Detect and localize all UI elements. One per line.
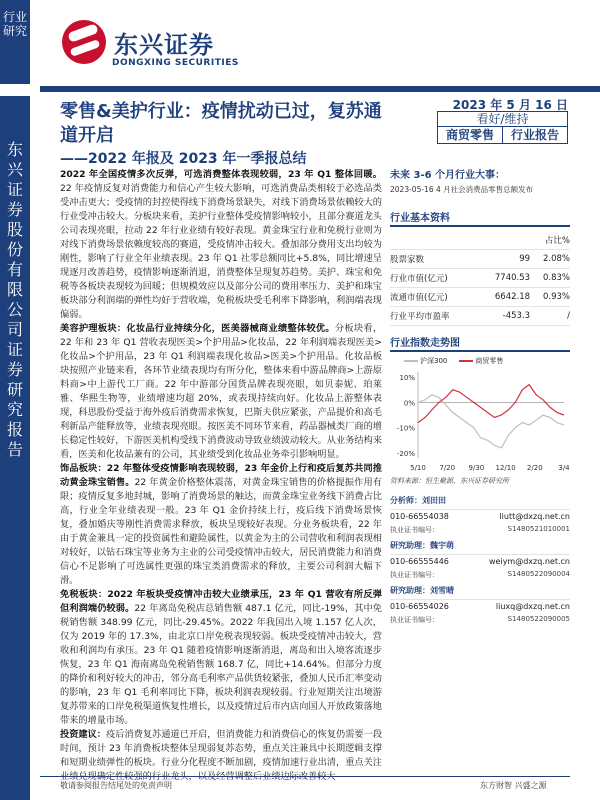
analyst-name: 研究助理：刘雪晴	[390, 586, 454, 595]
sidebar-category-label: 行业研究	[2, 10, 27, 38]
col-header: 占比%	[530, 231, 570, 250]
analyst-phone: 010-66555446	[390, 557, 449, 566]
analyst-phone: 010-66554038	[390, 512, 449, 521]
row-value: 6642.18	[478, 288, 530, 307]
analyst-phone: 010-66554026	[390, 602, 449, 611]
sidebar-company-label: 东兴证券股份有限公司证券研究报告	[6, 140, 23, 459]
x-tick-label: 3/4	[558, 464, 570, 472]
footer-disclaimer: 敬请参阅报告结尾处的免责声明	[60, 781, 172, 790]
table-header	[390, 231, 570, 250]
footer-rule	[40, 776, 570, 777]
x-tick-label: 5/10	[410, 464, 426, 472]
analyst-entry	[390, 537, 570, 582]
header-rule	[40, 86, 600, 92]
analyst-name-row	[390, 537, 570, 555]
analyst-list	[390, 492, 570, 627]
paragraph-text: 22 年离岛免税店总销售额 487.1 亿元，同比-19%，其中免税销售额 348.99 亿元，同比-29.45%。2022 年我国出入境 1.157 亿人次，仅为 2019 年的 17.3%，由北京口岸免税表现较弱。板块受疫情冲击较大，营收和利润均有承压。23 年 Q1 随着疫情影响逐渐消退，离岛和出入境客流逐步恢复，23 年 Q1 海南离岛免税销售额 168.7 亿，同比+14.64%。但部分力度的降价和利好较大的冲击，邻分高毛利率产品供货较紧张，叠加人民币汇率变动的影响，23 年 Q1 毛利率同比下降，板块利润表现较弱。行业短期关注出境游复苏带来的口岸免税渠道恢复性增长，以及疫情过后市内店向国人开放政策落地带来的增量市场。	[60, 603, 382, 726]
row-value: 7740.53	[478, 269, 530, 288]
rating-badge: 看好/维持	[437, 111, 568, 127]
sidebar-info	[390, 166, 570, 627]
legend-label: 商贸零售	[475, 357, 504, 365]
row-pct: 0.83%	[530, 269, 570, 288]
paragraph-lead: 饰品板块：22 年整体受疫情影响表现较弱，23 年金价上行和疫后复苏共同推动黄金珠宝销售。	[60, 463, 382, 488]
cert-number: S1480522090005	[507, 615, 570, 623]
logo-name-cn: 东兴证券	[114, 30, 214, 59]
paragraph-lead: 投资建议：	[60, 729, 107, 740]
index-chart	[390, 366, 570, 474]
report-body	[60, 168, 382, 784]
analyst-contact	[390, 510, 570, 523]
row-label: 股票家数	[390, 250, 478, 269]
x-tick-label: 7/20	[439, 464, 456, 472]
legend-item	[404, 356, 447, 366]
legend-label: 沪深300	[420, 357, 448, 365]
row-pct: /	[530, 307, 570, 326]
legend-item	[459, 356, 503, 366]
report-subtitle: ——2022 年报及 2023 年一季报总结	[60, 151, 307, 167]
table-row	[390, 250, 570, 269]
report-title: 零售&美护行业：疫情扰动已过，复苏通道开启	[60, 101, 382, 146]
analyst-name: 研究助理：魏宇萌	[390, 541, 454, 550]
row-value: -453.3	[478, 307, 530, 326]
upcoming-event-item: 2023-05-16 4 月社会消费品零售总额发布	[390, 185, 534, 194]
paragraph-text: 22 年黄金价格整体震荡，对黄金珠宝销售的价格提振作用有限；疫情反复多地封城，影响了消费场景的触达，而黄金珠宝业务线下消费占比高，行业全年业绩表现一般。23 年 Q1 金价持续上行，疫后线下消费场景恢复，叠加婚庆等刚性消费需求释放，板块呈现较好表现。分业务板块看，22 年由于黄金兼具一定的投资属性和避险属性，以黄金为主的公司营收和利润表现相对较好，以钻石珠宝等业务为主业的公司受疫情冲击较大，居民消费能力和消费信心不足影响了可选属性更强的珠宝类消费需求的释放，主要公司利润大幅下滑。	[60, 477, 382, 586]
y-tick-label: -20%	[396, 449, 415, 458]
analyst-contact	[390, 555, 570, 568]
cert-label: 执业证书编号：	[390, 616, 439, 624]
footer-slogan: 东方财智 兴盛之源	[480, 781, 547, 790]
analyst-entry	[390, 582, 570, 627]
chart-source: 资料来源：恒生聚源、东兴证券研究所	[390, 477, 509, 485]
logo-name-en: DONGXING SECURITIES	[112, 58, 239, 68]
series-line-csi300	[418, 395, 564, 448]
row-pct: 0.93%	[530, 288, 570, 307]
tag-sector: 商贸零售	[445, 128, 494, 142]
row-value: 99	[478, 250, 530, 269]
row-pct: 2.08%	[530, 250, 570, 269]
paragraph	[60, 588, 382, 728]
y-tick-label: -10%	[396, 424, 415, 433]
sidebar-company	[0, 96, 30, 800]
analyst-contact	[390, 600, 570, 613]
x-tick-label: 12/10	[495, 464, 516, 472]
col-header	[390, 231, 478, 250]
cert-label: 执业证书编号：	[390, 571, 439, 579]
analyst-email[interactable]: liuxq@dxzq.net.cn	[495, 602, 570, 611]
table-row	[390, 288, 570, 307]
index-chart-title: 行业指数走势图	[390, 334, 570, 352]
basic-info-title: 行业基本资料	[390, 209, 570, 227]
sidebar-category	[0, 0, 30, 84]
chart-legend	[404, 356, 570, 366]
y-tick-label: 0%	[403, 399, 415, 408]
series-line-retail	[418, 385, 564, 423]
y-tick-label: 10%	[399, 374, 415, 383]
report-date: 2023 年 5 月 16 日	[452, 98, 568, 112]
analyst-email[interactable]: weiym@dxzq.net.cn	[489, 557, 570, 566]
paragraph-lead: 美容护理板块：化妆品行业持续分化，医美器械商业绩整体较优。	[60, 323, 335, 334]
analyst-name-row	[390, 492, 570, 510]
paragraph	[60, 168, 382, 322]
paragraph-text: 疫后消费复苏通道已开启，但消费能力和消费信心的恢复仍需要一段时间，预计 23 年消费板块整体呈现弱复苏态势，重点关注兼具中长期逻辑支撑和短期业绩弹性的板块。行业分化程度不断加剧，疫情加速行业出清，重点关注	[60, 729, 383, 768]
table-row	[390, 269, 570, 288]
cert-label: 执业证书编号：	[390, 526, 439, 534]
cert-number: S1480522090004	[507, 570, 570, 578]
row-label: 行业市值(亿元)	[390, 269, 478, 288]
paragraph-lead: 2022 年全国疫情多次反弹，可选消费整体表现较弱，23 年 Q1 整体回暖。	[60, 169, 382, 180]
logo-mark-icon	[62, 20, 106, 64]
analyst-cert	[390, 523, 570, 537]
paragraph-text: 22 年疫情反复对消费能力和信心产生较大影响，可选消费品类相较于必选品类受冲击更大；受疫情的封控使得线下消费场景缺失，对线下消费场景依赖较大的行业受冲击较大。分板块来看，美护行业整体受疫情影响较小，且部分赛道龙头公司表现亮眼，拉动 22 年行业业绩有较好表现。黄金珠宝行业和免税行业则为对线下消费场景依赖度较高的赛道，受疫情冲击较大。叠加部分费用支出均较为刚性，影响了行业全年业绩表现。23 年 Q1 社零总额同比+5.8%，同比增速呈现逐月改善趋势，疫情影响逐渐消退，消费整体呈现复苏趋势。美护、珠宝和免税等各板块表现较为回暖；但规模效应以及部分公司的费用率压力、美护和珠宝板块部分利润端的弹性均好于营收端，免税板块受毛利率下降影响，利润端表现偏弱。	[60, 183, 382, 320]
table-row	[390, 307, 570, 326]
paragraph-lead: 免税板块：2022 年板块受疫情冲击较大业绩承压，23 年 Q1 营收有所反弹但利润端仍较弱。	[60, 589, 382, 614]
paragraph	[60, 322, 382, 462]
col-header	[478, 231, 530, 250]
analyst-cert	[390, 613, 570, 627]
analyst-cert	[390, 568, 570, 582]
upcoming-events-title: 未来 3-6 个月行业大事：	[390, 170, 506, 181]
report-tags	[437, 126, 568, 144]
analyst-email[interactable]: liutt@dxzq.net.cn	[499, 512, 570, 521]
x-tick-label: 9/30	[468, 464, 485, 472]
legend-swatch	[459, 360, 473, 362]
basic-info-table	[390, 231, 570, 326]
tag-type: 行业报告	[502, 127, 567, 143]
analyst-name-row	[390, 582, 570, 600]
paragraph-text: 分板块看，22 年和 23 年 Q1 营收表现医美>个护用品>化妆品，22 年利润端表现医美>化妆品>个护用品，23 年 Q1 利润端表现化妆品>医美>个护用品。化妆品板块按照产业链来看，各环节业绩表现均有所分化，整体来看中游品牌商>上游原料商>中上游代工厂商。22 年中游部分国货品牌表现亮眼，如贝泰妮、珀莱雅、华熙生物等，业绩增速均超 20%，或表现持续向好。化妆品上游整体表现，科思股份受益于海外疫后消费需求恢复，巴斯夫供应紧张，产品提价和高毛利新品产能释放等，业绩表现亮眼。按医美不同环节来看，药品器械类厂商的增长稳定性较好，下游医美机构受线下消费波动导致业绩波动较大。从业务结构来看，医美和化妆品兼有的公司，其业绩受到化妆品业务牵引影响明显。	[60, 323, 383, 460]
legend-swatch	[404, 360, 418, 362]
analyst-entry	[390, 492, 570, 537]
row-label: 行业平均市盈率	[390, 307, 478, 326]
analyst-name: 分析师：刘田田	[390, 496, 446, 505]
paragraph	[60, 462, 382, 588]
cert-number: S1480521010001	[507, 525, 570, 533]
x-tick-label: 2/20	[526, 464, 543, 472]
row-label: 流通市值(亿元)	[390, 288, 478, 307]
